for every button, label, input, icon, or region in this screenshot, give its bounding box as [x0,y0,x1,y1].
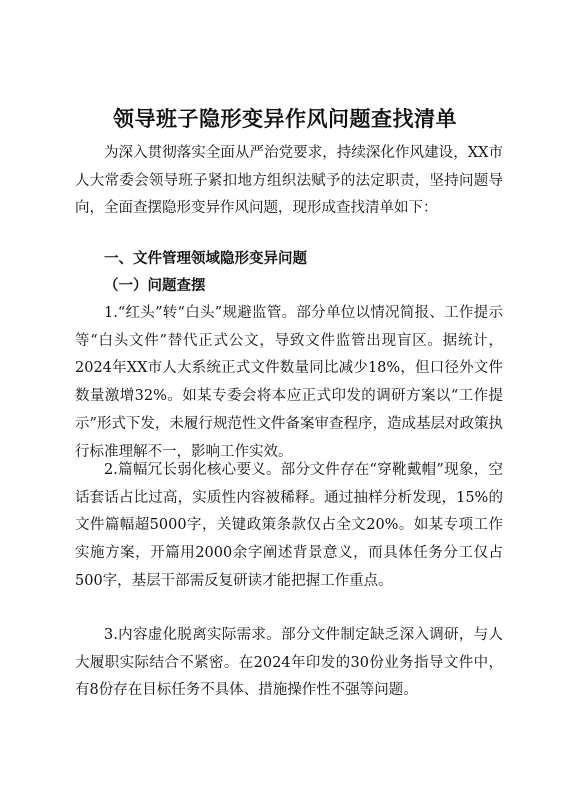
section-heading: 一、文件管理领域隐形变异问题 [104,250,307,267]
intro-paragraph: 为深入贯彻落实全面从严治党要求，持续深化作风建设，XX市人大常委会领导班子紧扣地方组织法赋予的法定职责，坚持问题导向，全面查摆隐形变异作风问题，现形成查找清单如下： [75,145,503,217]
document-title: 领导班子隐形变异作风问题查找清单 [113,106,457,131]
list-item: 1.“红头”转“白头”规避监管。部分单位以情况简报、工作提示等“白头文件”替代正式公文，导致文件监管出现盲区。据统计，2024年XX市人大系统正式文件数量同比减少18%，但口径外文件数量激增32%。如某专委会将本应正式印发的调研方案以“工作提示”形式下发，未履行规范性文件备案审查程序，造成基层对政策执行标准理解不一，影响工作实效。 [75,305,503,460]
list-item: 2.篇幅冗长弱化核心要义。部分文件存在“穿靴戴帽”现象，空话套话占比过高，实质性内容被稀释。通过抽样分析发现，15%的文件篇幅超5000字，关键政策条款仅占全文20%。如某专项工作实施方案，开篇用2000余字阐述背景意义，而具体任务分工仅占500字，基层干部需反复研读才能把握工作重点。 [75,462,503,589]
subsection-heading: （一）问题查摆 [104,277,206,294]
list-item: 3.内容虚化脱离实际需求。部分文件制定缺乏深入调研，与人大履职实际结合不紧密。在2024年印发的30份业务指导文件中，有8份存在目标任务不具体、措施操作性不强等问题。 [75,627,503,699]
